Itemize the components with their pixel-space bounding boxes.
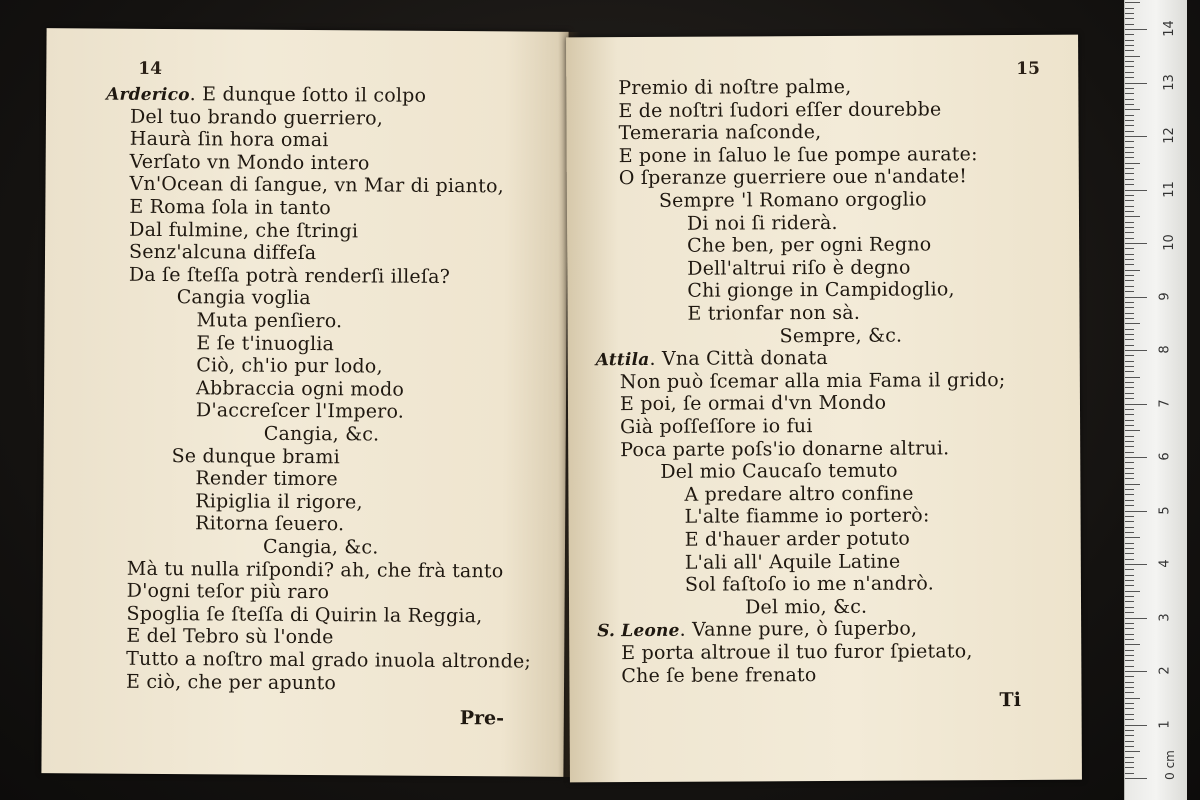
ruler-tick	[1125, 377, 1140, 378]
verse-text: D'ogni teſor più raro	[126, 579, 330, 604]
ruler-tick	[1125, 83, 1147, 84]
verse-text: Del tuo brando guerriero,	[129, 105, 384, 130]
ruler-tick	[1125, 457, 1147, 458]
ruler-tick	[1125, 66, 1134, 67]
ruler-tick	[1125, 286, 1134, 287]
ruler-tick	[1125, 157, 1134, 158]
verse-text: Ritorna ſeuero.	[195, 512, 345, 536]
ruler-tick	[1125, 163, 1140, 164]
ruler-number: 7	[1157, 398, 1173, 408]
ruler-tick	[1125, 88, 1134, 89]
verse-text: Di noi ſi riderà.	[686, 211, 838, 235]
ruler-tick	[1125, 350, 1147, 351]
ruler-tick	[1125, 398, 1134, 399]
verse-line	[745, 596, 867, 619]
verse-text: Che ſe bene frenato	[621, 663, 817, 687]
verse-line	[687, 234, 931, 257]
verse-text: Sempre 'l Romano orgoglio	[658, 188, 927, 212]
ruler-tick	[1125, 307, 1134, 308]
verse-text: E trionfar non sà.	[687, 301, 861, 325]
ruler-tick	[1125, 361, 1134, 362]
ruler-tick	[1125, 24, 1134, 25]
verse-line	[620, 415, 813, 438]
ruler-tick	[1125, 751, 1140, 752]
ruler-tick	[1125, 173, 1134, 174]
ruler-tick	[1125, 414, 1134, 415]
ruler-tick	[1125, 248, 1134, 249]
left-catchword: Pre-	[459, 707, 505, 730]
ruler-tick	[1125, 698, 1140, 699]
ruler-tick	[1125, 746, 1134, 747]
speaker-name: Arderico	[106, 84, 190, 106]
ruler-tick	[1125, 120, 1134, 121]
verse-line	[685, 505, 930, 528]
verse-text: Da ſe ſteſſa potrà renderſi illeſa?	[128, 263, 451, 288]
ruler-tick	[1125, 297, 1147, 298]
ruler-tick	[1125, 703, 1134, 704]
ruler-tick	[1125, 200, 1134, 201]
ruler-tick	[1125, 318, 1134, 319]
verse-text: Cangia, &c.	[262, 535, 379, 559]
ruler-tick	[1125, 93, 1134, 94]
verse-line	[660, 460, 897, 483]
ruler-number: 8	[1157, 345, 1173, 354]
ruler-tick	[1125, 430, 1140, 431]
ruler-tick	[1125, 569, 1134, 570]
ruler-tick	[1125, 527, 1134, 528]
verse-line	[129, 264, 450, 288]
ruler-tick	[1125, 366, 1134, 367]
ruler-tick	[1125, 623, 1134, 624]
ruler-tick	[1125, 601, 1134, 602]
verse-text: Non può ſcemar alla mia Fama il grido;	[619, 368, 1006, 393]
ruler-number: 10	[1161, 234, 1177, 251]
ruler-tick	[1125, 109, 1140, 110]
right-page	[566, 35, 1082, 783]
verse-line	[620, 369, 1006, 393]
verse-line	[263, 536, 379, 559]
ruler-tick	[1125, 489, 1134, 490]
ruler-number: 2	[1157, 666, 1173, 675]
ruler-tick	[1125, 222, 1134, 223]
verse-line	[618, 121, 821, 144]
verse-line	[685, 550, 901, 573]
ruler-number: 13	[1161, 73, 1177, 91]
ruler-number: 11	[1161, 180, 1177, 198]
ruler-tick	[1125, 355, 1134, 356]
verse-line	[196, 309, 342, 332]
ruler-tick	[1125, 77, 1134, 78]
verse-text: Che ben, per ogni Regno	[687, 233, 932, 257]
ruler-tick	[1125, 313, 1134, 314]
ruler-tick	[1125, 671, 1147, 672]
verse-text: Dal fulmine, che ſtringi	[129, 218, 359, 242]
verse-text: E del Tebro sù l'onde	[126, 625, 334, 649]
ruler-tick	[1125, 302, 1134, 303]
ruler-tick	[1125, 730, 1134, 731]
verse-line	[780, 324, 903, 347]
ruler-tick	[1125, 532, 1134, 533]
verse-text: L'ali all' Aquile Latine	[684, 550, 901, 574]
verse-line	[687, 279, 954, 302]
ruler-tick	[1125, 436, 1134, 437]
ruler-tick	[1125, 409, 1134, 410]
measuring-ruler	[1124, 0, 1187, 800]
verse-line	[130, 105, 383, 129]
verse-line	[619, 143, 978, 167]
ruler-tick	[1125, 537, 1140, 538]
verse-line	[687, 302, 860, 325]
ruler-tick	[1125, 484, 1140, 485]
verse-line	[127, 580, 330, 603]
verse-text: Sempre, &c.	[779, 324, 903, 347]
verse-text: E poi, ſe ormai d'vn Mondo	[619, 392, 887, 416]
ruler-tick	[1125, 371, 1134, 372]
ruler-tick	[1125, 382, 1134, 383]
verse-line	[619, 166, 967, 190]
verse-line	[195, 467, 338, 490]
verse-line	[126, 625, 333, 648]
ruler-tick	[1125, 13, 1134, 14]
ruler-tick	[1125, 254, 1134, 255]
ruler-tick	[1125, 473, 1134, 474]
ruler-tick	[1125, 227, 1134, 228]
verse-line	[618, 98, 941, 122]
verse-line	[130, 128, 329, 151]
ruler-tick	[1125, 644, 1140, 645]
ruler-tick	[1125, 543, 1134, 544]
ruler-tick	[1125, 184, 1134, 185]
verse-text: E Roma ſola in tanto	[129, 195, 332, 220]
ruler-tick	[1125, 56, 1140, 57]
ruler-tick	[1125, 505, 1134, 506]
verse-line	[620, 437, 949, 461]
verse-line	[129, 173, 504, 198]
ruler-tick	[1125, 660, 1134, 661]
verse-line	[127, 557, 504, 582]
verse-text: Spoglia ſe ſteſſa di Quirin la Reggia,	[126, 602, 483, 628]
verse-line	[659, 188, 927, 211]
ruler-tick	[1125, 393, 1134, 394]
ruler-tick	[1125, 676, 1134, 677]
verse-line	[106, 83, 426, 107]
ruler-tick	[1125, 190, 1147, 191]
ruler-tick	[1125, 45, 1134, 46]
ruler-tick	[1125, 275, 1134, 276]
ruler-tick	[1125, 270, 1140, 271]
ruler-tick	[1125, 61, 1134, 62]
verse-text: Chi gionge in Campidoglio,	[687, 278, 955, 303]
verse-text: Già poſſeſſore io fui	[620, 415, 813, 439]
verse-text: Tutto a noſtro mal grado inuola altronde;	[126, 647, 532, 673]
ruler-tick	[1125, 259, 1134, 260]
ruler-tick	[1125, 618, 1147, 619]
ruler-tick	[1125, 115, 1134, 116]
ruler-tick	[1125, 462, 1134, 463]
verse-line	[687, 212, 838, 235]
ruler-tick	[1125, 468, 1134, 469]
ruler-number: 3	[1157, 612, 1173, 622]
ruler-tick	[1125, 692, 1134, 693]
verse-text: Cangia voglia	[176, 286, 311, 310]
left-page-number: 14	[138, 58, 163, 79]
verse-text: . E dunque ſotto il colpo	[189, 83, 427, 107]
verse-text: . Vanne pure, ò ſuperbo,	[679, 617, 918, 642]
verse-line	[597, 618, 917, 642]
verse-text: Mà tu nulla riſpondi? ah, che frà tanto	[126, 557, 504, 582]
ruler-tick	[1125, 564, 1147, 565]
ruler-tick	[1125, 420, 1134, 421]
verse-text: E de noſtri ſudori eſſer dourebbe	[618, 97, 942, 122]
ruler-tick	[1125, 521, 1134, 522]
verse-line	[129, 196, 331, 219]
verse-text: Ciò, ch'io pur lodo,	[196, 354, 383, 378]
verse-text: Verſato vn Mondo intero	[129, 150, 370, 175]
ruler-tick	[1125, 179, 1134, 180]
verse-text: . Vna Città donata	[649, 347, 828, 371]
verse-line	[172, 445, 340, 468]
ruler-number: 12	[1161, 127, 1177, 144]
verse-text: Dell'altrui riſo è degno	[687, 256, 911, 280]
ruler-tick	[1125, 494, 1134, 495]
ruler-tick	[1125, 264, 1134, 265]
ruler-tick	[1125, 767, 1134, 768]
ruler-tick	[1125, 714, 1134, 715]
verse-text: Sol faſtoſo io me n'andrò.	[684, 572, 935, 596]
verse-text: E pone in ſaluo le ſue pompe aurate:	[618, 142, 978, 167]
verse-text: Senz'alcuna diffeſa	[128, 240, 317, 265]
verse-text: A predare altro confine	[684, 482, 914, 506]
ruler-tick	[1125, 655, 1134, 656]
verse-text: Muta penſiero.	[196, 309, 343, 333]
ruler-tick	[1125, 34, 1134, 35]
ruler-tick	[1125, 708, 1134, 709]
verse-line	[126, 648, 531, 673]
verse-line	[685, 528, 910, 551]
verse-text: E ciò, che per apunto	[125, 670, 337, 694]
ruler-tick	[1125, 323, 1140, 324]
ruler-tick	[1125, 232, 1134, 233]
verse-line	[684, 482, 913, 505]
ruler-tick	[1125, 446, 1134, 447]
ruler-tick	[1125, 511, 1147, 512]
ruler-tick	[1125, 8, 1134, 9]
ruler-tick	[1125, 147, 1134, 148]
verse-line	[195, 513, 344, 536]
verse-text: Ripiglia il rigore,	[195, 490, 363, 514]
verse-line	[196, 354, 383, 377]
ruler-tick	[1125, 634, 1134, 635]
ruler-tick	[1125, 195, 1134, 196]
ruler-tick	[1125, 238, 1134, 239]
ruler-tick	[1125, 345, 1134, 346]
ruler-number: 9	[1157, 291, 1173, 301]
verse-text: E ſe t'inuoglia	[196, 331, 335, 355]
ruler-tick	[1125, 29, 1147, 30]
ruler-tick	[1125, 741, 1134, 742]
ruler-tick	[1125, 612, 1134, 613]
ruler-tick	[1125, 639, 1134, 640]
ruler-tick	[1125, 387, 1134, 388]
speaker-name: Attila	[595, 350, 650, 371]
open-book	[38, 22, 1098, 782]
ruler-tick	[1125, 773, 1134, 774]
verse-text: O ſperanze guerriere oue n'andate!	[618, 165, 968, 190]
verse-text: Se dunque brami	[171, 444, 340, 468]
ruler-number: 5	[1157, 505, 1173, 515]
ruler-tick	[1125, 152, 1134, 153]
ruler-tick	[1125, 516, 1134, 517]
ruler-tick	[1125, 735, 1134, 736]
ruler-tick	[1125, 725, 1147, 726]
ruler-tick	[1125, 141, 1134, 142]
ruler-tick	[1125, 762, 1134, 763]
verse-text: D'accreſcer l'Impero.	[195, 399, 405, 424]
ruler-tick	[1125, 131, 1134, 132]
ruler-tick	[1125, 719, 1134, 720]
verse-line	[621, 664, 816, 687]
right-page-number: 15	[1016, 58, 1040, 79]
ruler-tick	[1125, 291, 1134, 292]
ruler-tick	[1125, 243, 1147, 244]
ruler-tick	[1125, 404, 1147, 405]
verse-line	[126, 670, 336, 693]
ruler-tick	[1125, 2, 1140, 3]
ruler-tick	[1125, 553, 1134, 554]
verse-line	[129, 218, 358, 242]
ruler-tick	[1125, 478, 1134, 479]
verse-text: Abbraccia ogni modo	[196, 377, 405, 401]
verse-line	[596, 347, 828, 370]
verse-line	[177, 286, 311, 309]
verse-text: Del mio, &c.	[744, 595, 868, 619]
ruler-tick	[1125, 50, 1134, 51]
ruler-tick	[1125, 168, 1134, 169]
ruler-tick	[1125, 339, 1134, 340]
ruler-tick	[1125, 548, 1134, 549]
ruler-tick	[1125, 216, 1140, 217]
right-catchword: Ti	[999, 688, 1021, 712]
ruler-tick	[1125, 99, 1134, 100]
verse-text: Poca parte poſs'io donarne altrui.	[620, 436, 950, 461]
verse-line	[621, 640, 972, 664]
ruler-tick	[1125, 452, 1134, 453]
ruler-tick	[1125, 628, 1134, 629]
ruler-tick	[1125, 607, 1134, 608]
verse-line	[685, 573, 934, 596]
verse-text: L'alte fiamme io porterò:	[684, 504, 930, 529]
ruler-tick	[1125, 329, 1134, 330]
ruler-number: 1	[1157, 719, 1173, 729]
ruler-tick	[1125, 682, 1134, 683]
ruler-tick	[1125, 500, 1134, 501]
verse-text: E porta altroue il tuo furor ſpietato,	[621, 640, 973, 665]
verse-line	[196, 377, 404, 400]
ruler-tick	[1125, 559, 1134, 560]
verse-text: Vn'Ocean di ſangue, vn Mar di pianto,	[129, 173, 504, 198]
ruler-tick	[1125, 757, 1134, 758]
verse-line	[195, 490, 363, 513]
ruler-number: 14	[1161, 20, 1177, 37]
ruler-tick	[1125, 650, 1134, 651]
ruler-tick	[1125, 40, 1134, 41]
ruler-tick	[1125, 441, 1134, 442]
ruler-tick	[1125, 206, 1134, 207]
verse-text: Del mio Caucaſo temuto	[660, 459, 898, 484]
verse-text: Temeraria naſconde,	[618, 121, 822, 145]
ruler-tick	[1125, 591, 1140, 592]
ruler-tick	[1125, 596, 1134, 597]
ruler-tick	[1125, 666, 1134, 667]
verse-line	[196, 400, 404, 423]
speaker-name: S. Leone	[597, 621, 680, 642]
verse-line	[618, 76, 851, 99]
ruler-number: 4	[1157, 559, 1173, 568]
ruler-tick	[1125, 18, 1134, 19]
ruler-tick	[1125, 585, 1134, 586]
ruler-tick	[1125, 72, 1134, 73]
ruler-tick	[1125, 211, 1134, 212]
verse-text: Render timore	[195, 467, 338, 491]
verse-line	[620, 392, 886, 415]
verse-line	[129, 241, 316, 264]
verse-line	[687, 256, 910, 279]
verse-text: E d'hauer arder potuto	[684, 527, 911, 551]
ruler-tick	[1125, 280, 1134, 281]
verse-line	[130, 151, 370, 175]
verse-line	[126, 603, 482, 627]
verse-line	[264, 423, 380, 446]
ruler-tick	[1125, 334, 1134, 335]
ruler-tick	[1125, 687, 1134, 688]
ruler-tick	[1125, 778, 1147, 779]
ruler-tick	[1125, 136, 1147, 137]
verse-text: Haurà ſin hora omai	[129, 127, 329, 152]
left-page	[41, 28, 568, 777]
verse-text: Cangia, &c.	[263, 422, 380, 446]
ruler-tick	[1125, 575, 1134, 576]
ruler-tick	[1125, 125, 1134, 126]
ruler-unit-label: 0 cm	[1162, 750, 1177, 780]
verse-text: Premio di noſtre palme,	[618, 75, 852, 100]
ruler-tick	[1125, 425, 1134, 426]
ruler-tick	[1125, 580, 1134, 581]
ruler-tick	[1125, 104, 1134, 105]
ruler-number: 6	[1157, 452, 1173, 461]
verse-line	[196, 332, 334, 355]
